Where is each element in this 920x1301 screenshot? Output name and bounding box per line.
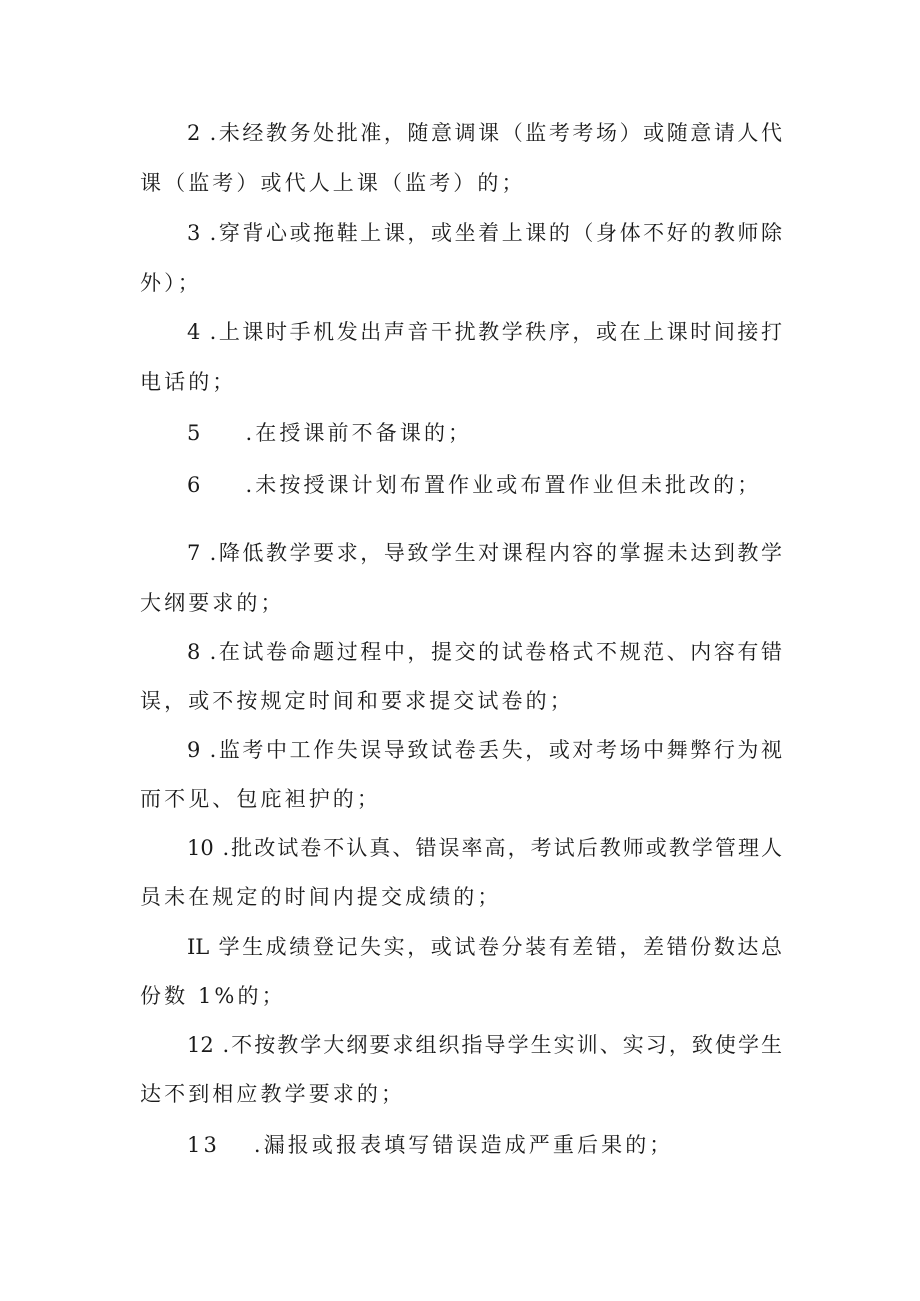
item-8-line-1 xyxy=(187,637,782,667)
item-2-text: .未经教务处批准，随意调课（监考考场）或随意请人代 xyxy=(200,121,782,145)
item-9-line-2: 而不见、包庇袒护的； xyxy=(140,787,381,811)
item-6-line-1 xyxy=(187,470,782,500)
item-12-line-1 xyxy=(187,1030,782,1060)
item-5-line-1 xyxy=(187,418,782,448)
item-3-number: 3 xyxy=(187,221,201,245)
item-7-number: 7 xyxy=(187,541,201,565)
item-10-line-2: 员未在规定的时间内提交成绩的； xyxy=(140,885,502,909)
item-5-number: 5 xyxy=(187,421,204,445)
item-4-line-1 xyxy=(187,317,782,347)
item-11-line-2: 份数 1%的； xyxy=(140,984,286,1008)
item-3-text: .穿背心或拖鞋上课，或坐着上课的（身体不好的教师除 xyxy=(200,221,782,245)
item-6-text: .未按授课计划布置作业或布置作业但未批改的； xyxy=(245,473,762,497)
item-7-line-2: 大纲要求的； xyxy=(140,591,285,615)
item-6-number: 6 xyxy=(187,473,204,497)
item-10-text: .批改试卷不认真、错误率高，考试后教师或教学管理人 xyxy=(213,836,782,860)
item-13-text: .漏报或报表填写错误造成严重后果的； xyxy=(253,1133,674,1157)
item-13-number: 13 xyxy=(187,1133,220,1157)
item-9-text: .监考中工作失误导致试卷丢失，或对考场中舞弊行为视 xyxy=(200,738,782,762)
item-5-text: .在授课前不备课的； xyxy=(245,421,473,445)
item-3-line-1 xyxy=(187,218,782,248)
item-4-text: .上课时手机发出声音干扰教学秩序，或在上课时间接打 xyxy=(200,320,782,344)
item-2-line-2: 课（监考）或代人上课（监考）的； xyxy=(140,171,526,195)
item-10-number: 10 xyxy=(187,836,214,860)
item-10-line-1 xyxy=(187,833,782,863)
item-11-text: 学生成绩登记失实，或试卷分装有差错，差错份数达总 xyxy=(209,935,782,959)
item-3-line-2: 外）； xyxy=(140,271,202,295)
item-11-number: IL xyxy=(187,935,210,959)
item-9-line-1 xyxy=(187,735,782,765)
item-12-text: .不按教学大纲要求组织指导学生实训、实习，致使学生 xyxy=(213,1033,782,1057)
item-11-line-1 xyxy=(187,932,782,962)
item-9-number: 9 xyxy=(187,738,201,762)
item-8-line-2: 误，或不按规定时间和要求提交试卷的； xyxy=(140,689,574,713)
item-7-line-1 xyxy=(187,538,782,568)
item-2-number: 2 xyxy=(187,121,201,145)
item-2-line-1 xyxy=(187,118,782,148)
item-8-text: .在试卷命题过程中，提交的试卷格式不规范、内容有错 xyxy=(200,640,782,664)
item-12-line-2: 达不到相应教学要求的； xyxy=(140,1082,406,1106)
item-8-number: 8 xyxy=(187,640,201,664)
item-12-number: 12 xyxy=(187,1033,214,1057)
item-4-number: 4 xyxy=(187,320,201,344)
item-13-line-1 xyxy=(187,1130,782,1160)
item-4-line-2: 电话的； xyxy=(140,370,237,394)
item-7-text: .降低教学要求，导致学生对课程内容的掌握未达到教学 xyxy=(200,541,782,565)
